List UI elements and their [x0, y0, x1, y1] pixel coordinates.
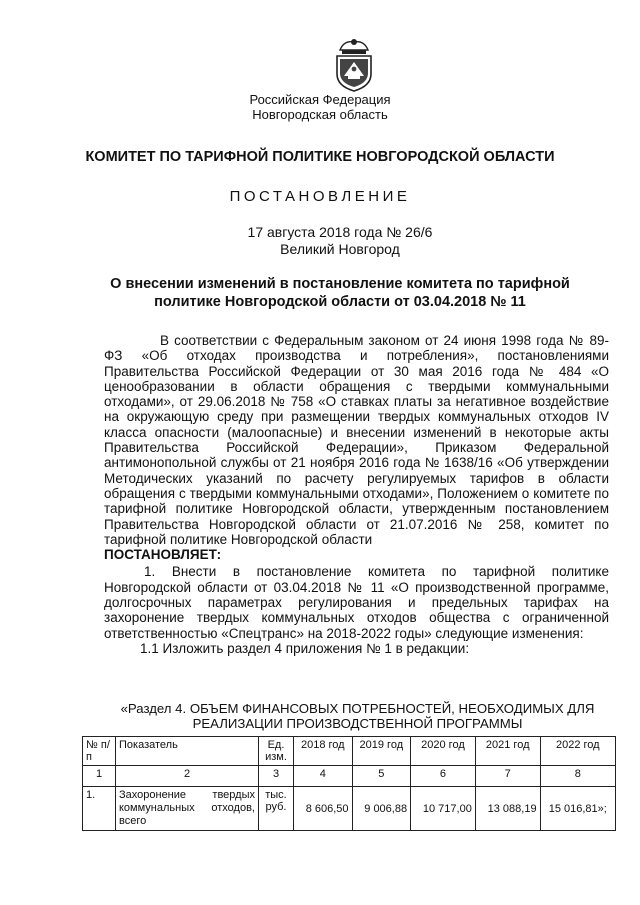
- header-cell: 2020 год: [411, 737, 476, 766]
- row-number-cell: 1.: [83, 787, 116, 831]
- column-number-cell: 7: [475, 766, 540, 787]
- column-number-cell: 8: [540, 766, 615, 787]
- header-cell: Показатель: [116, 737, 259, 766]
- section-title-line-2: РЕАЛИЗАЦИИ ПРОИЗВОДСТВЕННОЙ ПРОГРАММЫ: [192, 716, 523, 731]
- committee-name: КОМИТЕТ ПО ТАРИФНОЙ ПОЛИТИКЕ НОВГОРОДСКОЙ ОБЛАСТИ: [85, 149, 555, 165]
- table-row: [83, 787, 616, 831]
- header-cell: Ед. изм.: [259, 737, 294, 766]
- country-name: Российская Федерация: [249, 92, 391, 107]
- item-1-1-paragraph: 1.1 Изложить раздел 4 приложения № 1 в редакции:: [140, 640, 470, 656]
- value-cell-2020: 10 717,00: [411, 787, 476, 831]
- table-header-row: [83, 737, 616, 766]
- document-type: ПОСТАНОВЛЕНИЕ: [229, 188, 411, 205]
- date-number: 17 августа 2018 года № 26/6: [247, 224, 433, 240]
- value-cell-2018: 8 606,50: [294, 787, 353, 831]
- value-cell-2022: 15 016,81»;: [540, 787, 615, 831]
- financial-needs-table: [82, 736, 616, 831]
- column-number-cell: 5: [352, 766, 411, 787]
- header-cell: 2021 год: [475, 737, 540, 766]
- header-cell: 2019 год: [352, 737, 411, 766]
- item-1-paragraph: 1. Внести в постановление комитета по тарифной политике Новгородской области от 03.04.2018 № 11 «О производственной программе, долгосрочных параметрах регулирования и предельных тарифах на захоронение твердых коммунальных отходов общества с ограниченной ответственностью «Спецтранс» на 2018-2022 годы» следующие изменения:: [104, 564, 609, 641]
- resolves-heading: ПОСТАНОВЛЯЕТ:: [104, 547, 222, 563]
- coat-of-arms-icon: [330, 36, 378, 94]
- header-cell: № п/п: [83, 737, 116, 766]
- unit-cell: тыс. руб.: [259, 787, 294, 831]
- subject-line-1: О внесении изменений в постановление комитета по тарифной: [110, 276, 570, 292]
- document-body: [104, 333, 609, 656]
- section-title-line-1: «Раздел 4. ОБЪЕМ ФИНАНСОВЫХ ПОТРЕБНОСТЕЙ, НЕОБХОДИМЫХ ДЛЯ: [120, 701, 595, 716]
- column-number-cell: 3: [259, 766, 294, 787]
- column-number-cell: 6: [411, 766, 476, 787]
- city-name: Великий Новгород: [280, 241, 400, 257]
- value-cell-2021: 13 088,19: [475, 787, 540, 831]
- column-number-cell: 1: [83, 766, 116, 787]
- subject-line-2: политике Новгородской области от 03.04.2018 № 11: [154, 294, 526, 310]
- preamble-paragraph: В соответствии с Федеральным законом от 24 июня 1998 года № 89-ФЗ «Об отходах производства и потребления», постановлениями Правительства Российской Федерации от 30 мая 2016 года № 484 «О ценообразовании в области обращения с твердыми коммунальными отходами», от 29.06.2018 № 758 «О ставках платы за негативное воздействие на окружающую среду при размещении твердых коммунальных отходов IV класса опасности (малоопасные) и внесении изменений в некоторые акты Правительства Российской Федерации», Приказом Федеральной антимонопольной службы от 21 ноября 2016 года № 1638/16 «Об утверждении Методических указаний по расчету регулируемых тарифов в области обращения с твердыми коммунальными отходами», Положением о комитете по тарифной политике Новгородской области, утвержденным постановлением Правительства Новгородской области от 21.07.2016 № 258, комитет по тарифной политике Новгородской области: [104, 333, 609, 547]
- column-number-cell: 2: [116, 766, 259, 787]
- indicator-cell: Захоронение твердых коммунальных отходов, всего: [116, 787, 259, 831]
- value-cell-2019: 9 006,88: [352, 787, 411, 831]
- header-cell: 2022 год: [540, 737, 615, 766]
- header-cell: 2018 год: [294, 737, 353, 766]
- table-column-number-row: [83, 766, 616, 787]
- region-name: Новгородская область: [252, 107, 388, 122]
- column-number-cell: 4: [294, 766, 353, 787]
